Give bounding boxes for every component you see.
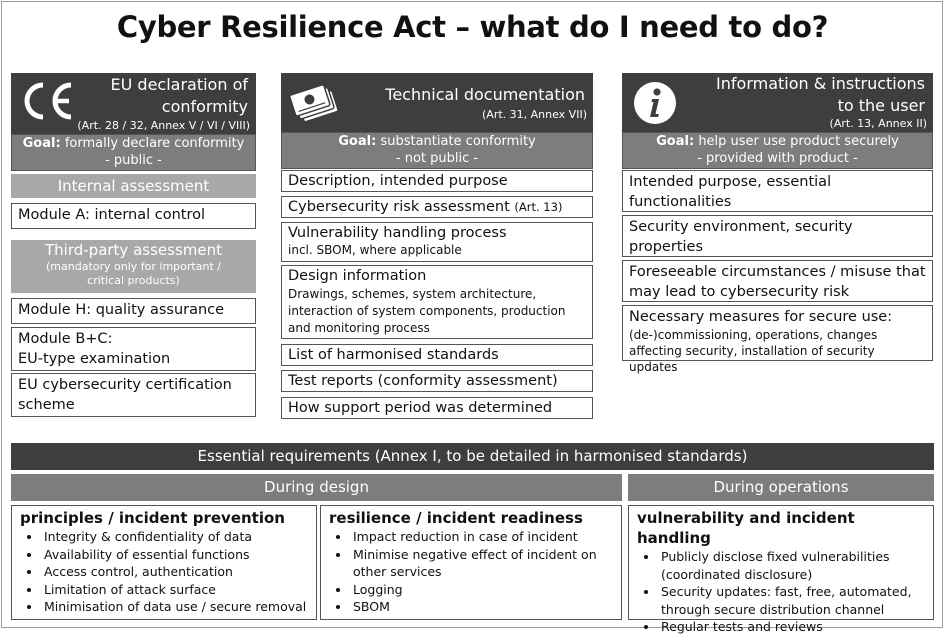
goal-technical-documentation — [281, 132, 593, 169]
document-stack-icon — [289, 81, 347, 125]
list-item: • Availability of essential functions — [42, 546, 308, 564]
list-item: • Limitation of attack surface — [42, 581, 308, 599]
vulnerability-handling-sub: incl. SBOM, where applicable — [288, 243, 462, 257]
ce-mark-icon — [19, 79, 75, 123]
goal-declaration — [11, 134, 256, 171]
list-item: • Security updates: fast, free, automated, through secure distribution channel — [659, 583, 925, 618]
vulnerability-handling-label: Vulnerability handling process — [288, 225, 507, 241]
list-item: • Publicly disclose fixed vulnerabilities (coordinated disclosure) — [659, 548, 925, 583]
necessary-measures-label: Necessary measures for secure use: — [629, 309, 893, 325]
third-party-assessment-heading — [11, 240, 256, 293]
goal-label: Goal: — [338, 134, 377, 149]
necessary-measures-sub: (de-)commissioning, operations, changes affecting security, installation of security updates — [629, 328, 878, 374]
goal-sub: - not public - — [395, 151, 479, 166]
goal-sub: - provided with product - — [697, 151, 858, 166]
doc-support-period: How support period was determined — [281, 397, 593, 419]
doc-vulnerability-handling — [281, 222, 593, 262]
header-declaration — [11, 73, 256, 134]
module-bc — [11, 327, 256, 371]
goal-text: formally declare conformity — [64, 136, 245, 151]
requirements-title: vulnerability and incident handling — [637, 509, 855, 547]
header-title: Information & instructions to the user — [716, 74, 925, 115]
requirements-vulnerability-handling — [628, 505, 934, 634]
goal-sub: - public - — [105, 153, 162, 168]
design-information-sub: Drawings, schemes, system architecture, interaction of system components, production and monitoring process — [288, 287, 566, 335]
third-party-title: Third-party assessment — [45, 241, 222, 259]
list-item: • Logging — [351, 581, 613, 599]
design-information-label: Design information — [288, 268, 427, 284]
requirements-list — [20, 528, 308, 616]
requirements-incident-prevention — [11, 505, 317, 620]
list-item: • Integrity & confidentiality of data — [42, 528, 308, 546]
list-item: • Impact reduction in case of incident — [351, 528, 613, 546]
module-h: Module H: quality assurance — [11, 298, 256, 324]
doc-test-reports: Test reports (conformity assessment) — [281, 370, 593, 392]
header-ref: (Art. 28 / 32, Annex V / VI / VIII) — [77, 119, 250, 132]
header-title: Technical documentation — [385, 85, 585, 104]
module-bc-line1: Module B+C: — [18, 331, 113, 347]
page-title: Cyber Resilience Act – what do I need to do? — [116, 10, 829, 44]
internal-assessment-heading: Internal assessment — [11, 174, 256, 198]
requirements-title: resilience / incident readiness — [329, 509, 583, 527]
requirements-title: principles / incident prevention — [20, 509, 285, 527]
list-item: • Minimisation of data use / secure removal — [42, 598, 308, 616]
module-bc-line2: EU-type examination — [18, 351, 171, 367]
goal-user-information — [622, 132, 933, 169]
goal-label: Goal: — [22, 136, 61, 151]
module-a: Module A: internal control — [11, 203, 256, 229]
info-necessary-measures — [622, 305, 933, 374]
doc-description: Description, intended purpose — [281, 170, 593, 192]
essential-requirements-heading: Essential requirements (Annex I, to be detailed in harmonised standards) — [11, 443, 934, 470]
eucc-line2: scheme — [18, 397, 75, 413]
requirements-list — [329, 528, 613, 616]
requirements-list — [637, 548, 925, 636]
doc-risk-assessment — [281, 196, 593, 218]
risk-assessment-ref: (Art. 13) — [514, 200, 563, 214]
info-icon — [630, 78, 680, 128]
header-user-information — [622, 73, 933, 132]
risk-assessment-label: Cybersecurity risk assessment — [288, 199, 510, 215]
info-foreseeable-circumstances: Foreseeable circumstances / misuse that may lead to cybersecurity risk — [622, 260, 933, 302]
info-intended-purpose: Intended purpose, essential functionalities — [622, 170, 933, 212]
eu-cybersecurity-scheme — [11, 373, 256, 417]
during-operations-heading: During operations — [628, 474, 934, 501]
header-ref: (Art. 13, Annex II) — [829, 117, 927, 130]
requirements-incident-readiness — [320, 505, 622, 620]
during-design-heading: During design — [11, 474, 622, 501]
list-item: • Regular tests and reviews — [659, 618, 925, 636]
list-item: • Minimise negative effect of incident on other services — [351, 546, 613, 581]
goal-text: substantiate conformity — [380, 134, 536, 149]
list-item: • Access control, authentication — [42, 563, 308, 581]
eucc-line1: EU cybersecurity certification — [18, 377, 232, 393]
info-security-environment: Security environment, security properties — [622, 215, 933, 257]
goal-text: help user use product securely — [698, 134, 899, 149]
goal-label: Goal: — [656, 134, 695, 149]
doc-harmonised-standards: List of harmonised standards — [281, 344, 593, 366]
doc-design-information — [281, 265, 593, 339]
header-ref: (Art. 31, Annex VII) — [482, 108, 587, 121]
third-party-note: (mandatory only for important / critical products) — [46, 260, 221, 287]
header-title: EU declaration of conformity — [110, 75, 248, 116]
list-item: • SBOM — [351, 598, 613, 616]
header-technical-documentation — [281, 73, 593, 132]
